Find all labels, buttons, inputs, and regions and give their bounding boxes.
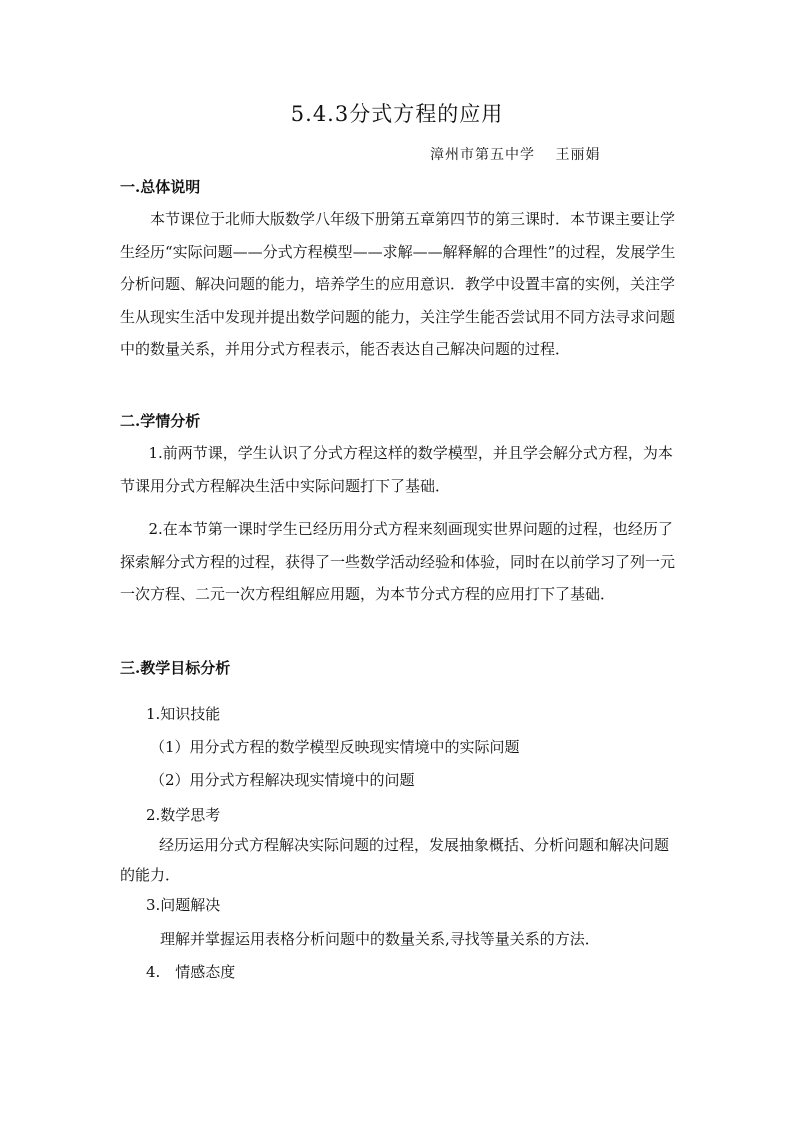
objective-knowledge-heading: 1.知识技能: [146, 705, 221, 723]
objective-item-1: （1）用分式方程的数学模型反映现实情境中的实际问题: [150, 738, 520, 756]
student-analysis-paragraph-2: 2.在本节第一课时学生已经历用分式方程来刻画现实世界问题的过程，也经历了探索解分式方程的过程，获得了一些数学活动经验和体验，同时在以前学习了列一元一次方程、二元一次方程组解应用题，为本节分式方程的应用打下了基础．: [120, 520, 676, 603]
student-analysis-paragraph-1: 1.前两节课，学生认识了分式方程这样的数学模型，并且学会解分式方程，为本节课用分式方程解决生活中实际问题打下了基础．: [120, 444, 673, 495]
objective-item-2: （2）用分式方程解决现实情境中的问题: [150, 771, 415, 789]
section-heading-overview: 一.总体说明: [120, 178, 201, 196]
document-title: 5.4.3分式方程的应用: [290, 102, 504, 126]
objective-attitude-heading: 4. 情感态度: [146, 963, 236, 981]
section-heading-student-analysis: 二.学情分析: [120, 412, 201, 430]
section-heading-objectives: 三.教学目标分析: [120, 659, 231, 677]
objective-problem-solving-text: 理解并掌握运用表格分析问题中的数量关系,寻找等量关系的方法．: [160, 930, 600, 948]
author-line: 漳州市第五中学 王丽娟: [430, 147, 601, 163]
objective-problem-solving-heading: 3.问题解决: [146, 896, 221, 914]
objective-math-thinking-heading: 2.数学思考: [146, 806, 221, 824]
overview-paragraph: 本节课位于北师大版数学八年级下册第五章第四节的第三课时．本节课主要让学生经历“实际问题——分式方程模型——求解——解释解的合理性”的过程，发展学生分析问题、解决问题的能力，培养学生的应用意识．教学中设置丰富的实例，关注学生从现实生活中发现并提出数学问题的能力，关注学生能否尝试用不同方法寻求问题中的数量关系，并用分式方程表示，能否表达自己解决问题的过程．: [120, 210, 676, 358]
objective-math-thinking-text: 经历运用分式方程解决实际问题的过程，发展抽象概括、分析问题和解决问题的能力．: [120, 836, 670, 884]
